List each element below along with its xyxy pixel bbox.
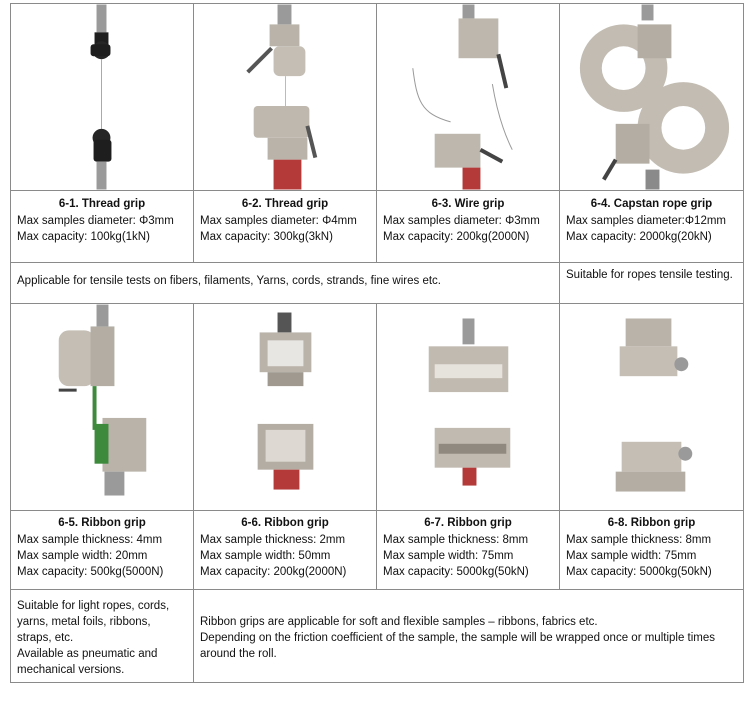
- spec-line: Max capacity: 300kg(3kN): [200, 231, 333, 243]
- spec-title: 6-7. Ribbon grip: [424, 517, 512, 529]
- spec-line: Max sample thickness: 8mm: [566, 534, 712, 546]
- spec-title: 6-2. Thread grip: [241, 198, 329, 210]
- spec-line: Max capacity: 5000kg(50kN): [383, 566, 529, 578]
- ribbon-grip-6-6-image: [194, 304, 377, 511]
- spec-6-7: [377, 511, 560, 590]
- spec-6-8: [560, 511, 744, 590]
- ribbon-grip-6-8-image: [560, 304, 744, 511]
- thread-grip-2-image: [194, 4, 377, 191]
- spec-line: Max capacity: 100kg(1kN): [17, 231, 150, 243]
- spec-line: Max sample thickness: 8mm: [383, 534, 529, 546]
- spec-line: Max sample width: 50mm: [200, 550, 331, 562]
- spec-title: 6-5. Ribbon grip: [58, 517, 146, 529]
- spec-6-3: [377, 191, 560, 263]
- spec-line: Max sample thickness: 2mm: [200, 534, 346, 546]
- spec-line: Max sample width: 20mm: [17, 550, 148, 562]
- spec-line: Max samples diameter:Φ12mm: [566, 215, 727, 227]
- note-ropes: [560, 263, 744, 304]
- note-light-ropes: [11, 590, 194, 683]
- spec-line: Max samples diameter: Φ4mm: [200, 215, 357, 227]
- spec-title: 6-6. Ribbon grip: [241, 517, 329, 529]
- spec-line: Max capacity: 5000kg(50kN): [566, 566, 712, 578]
- note-text: Suitable for light ropes, cords, yarns, metal foils, ribbons, straps, etc.: [17, 600, 170, 644]
- spec-6-4: [560, 191, 744, 263]
- spec-6-5: [11, 511, 194, 590]
- spec-6-2: [194, 191, 377, 263]
- ribbon-grip-6-7-image: [377, 304, 560, 511]
- spec-line: Max sample width: 75mm: [566, 550, 697, 562]
- spec-line: Max capacity: 2000kg(20kN): [566, 231, 712, 243]
- spec-title: 6-3. Wire grip: [431, 198, 505, 210]
- spec-title: 6-4. Capstan rope grip: [590, 198, 713, 210]
- spec-line: Max capacity: 200kg(2000N): [200, 566, 347, 578]
- note-fibers: [11, 263, 560, 304]
- spec-title: 6-8. Ribbon grip: [607, 517, 696, 529]
- spec-line: Max sample thickness: 4mm: [17, 534, 163, 546]
- note-ribbon-grips: [194, 590, 744, 683]
- note-text: Depending on the friction coefficient of the sample, the sample will be wrapped once or multiple times around the roll.: [200, 632, 716, 660]
- spec-line: Max capacity: 500kg(5000N): [17, 566, 164, 578]
- wire-grip-image: [377, 4, 560, 191]
- spec-line: Max capacity: 200kg(2000N): [383, 231, 530, 243]
- ribbon-grip-6-5-image: [11, 304, 194, 511]
- grip-table: [10, 3, 744, 683]
- spec-6-6: [194, 511, 377, 590]
- thread-grip-1-image: [11, 4, 194, 191]
- note-text: Suitable for ropes tensile testing.: [566, 269, 733, 281]
- spec-line: Max samples diameter: Φ3mm: [17, 215, 174, 227]
- spec-title: 6-1. Thread grip: [58, 198, 146, 210]
- spec-line: Max sample width: 75mm: [383, 550, 514, 562]
- capstan-rope-grip-image: [560, 4, 744, 191]
- note-text: Ribbon grips are applicable for soft and flexible samples – ribbons, fabrics etc.: [200, 616, 598, 628]
- spec-line: Max samples diameter: Φ3mm: [383, 215, 540, 227]
- note-text: Available as pneumatic and mechanical versions.: [17, 648, 158, 676]
- spec-6-1: [11, 191, 194, 263]
- note-text: Applicable for tensile tests on fibers, filaments, Yarns, cords, strands, fine wires etc.: [17, 275, 441, 287]
